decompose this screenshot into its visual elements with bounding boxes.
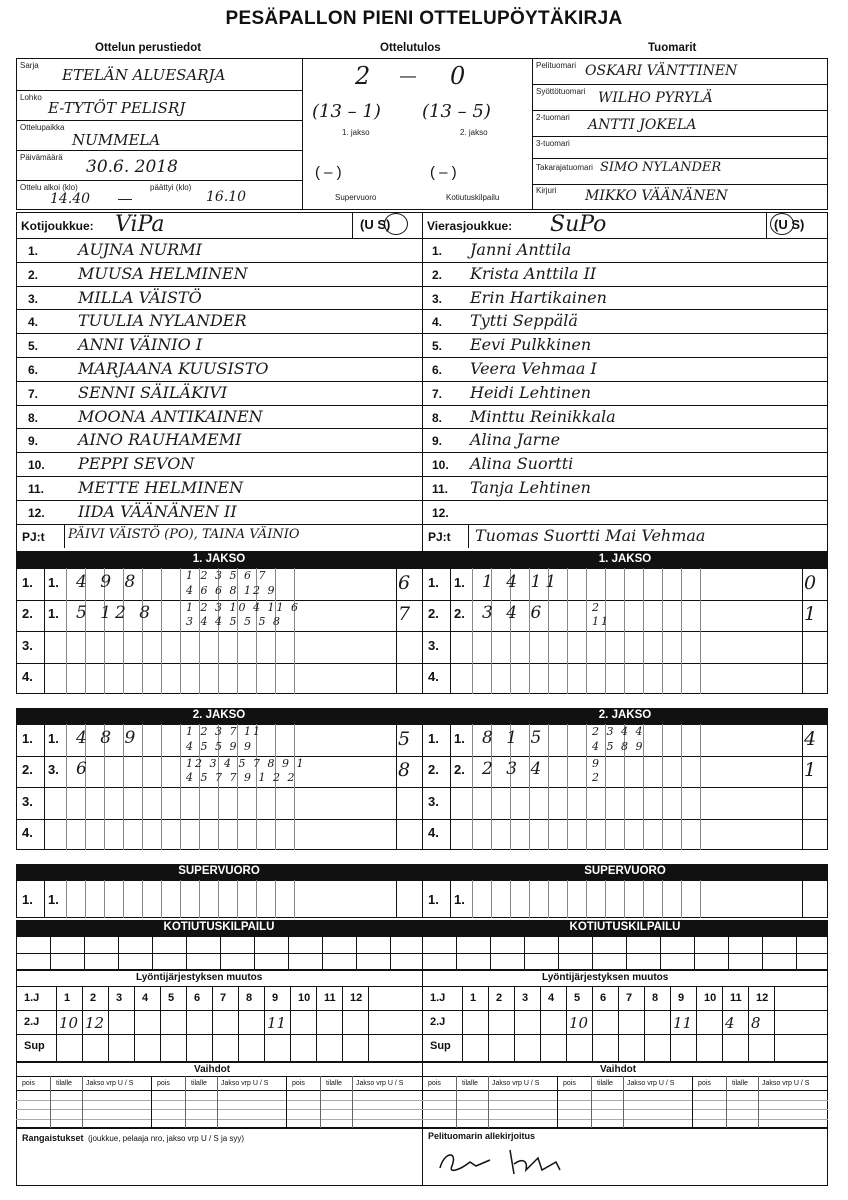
away-order-2j-cell[interactable]: 8 (751, 1014, 761, 1032)
away-vaihdot-col: pois (428, 1080, 441, 1087)
home-order-col-number: 1 (64, 992, 71, 1004)
paattyi-value[interactable]: 16.10 (206, 189, 247, 205)
home-player-number: 3. (28, 291, 39, 306)
away-player-name[interactable]: Alina Suortti (470, 454, 574, 474)
home-inning-number: 3. (22, 793, 33, 809)
away-player-number: 4. (432, 315, 443, 330)
home-inning-runs-bottom[interactable]: 4 5 5 9 9 (186, 739, 253, 753)
penalties-note: (joukkue, pelaaja nro, jakso vrp U / S ja syy) (88, 1134, 245, 1143)
away-player-number: 12. (432, 505, 449, 520)
home-vaihdot-col: tilalle (56, 1080, 72, 1087)
away-player-number: 1. (432, 244, 443, 258)
penalties-label: Rangaistukset (22, 1133, 84, 1143)
kirjuri-value[interactable]: MIKKO VÄÄNÄNEN (585, 188, 728, 204)
away-us: (U S) (774, 217, 805, 232)
home-vaihdot-col: Jakso vrp U / S (356, 1080, 404, 1087)
home-inning-batters[interactable]: 4 9 8 (76, 571, 140, 592)
period1-bar (16, 552, 828, 568)
away-vaihdot-col: Jakso vrp U / S (762, 1080, 810, 1087)
away-inning-runs-bottom[interactable]: 4 5 8 9 (592, 739, 645, 753)
kirjuri-label: Kirjuri (536, 186, 557, 195)
home-team-label: Kotijoukkue: (21, 219, 94, 233)
home-order-2j-cell[interactable]: 11 (267, 1014, 287, 1032)
away-order-2j-cell[interactable]: 10 (569, 1014, 589, 1032)
period2-score[interactable]: (13 – 5) (422, 101, 491, 122)
away-player-number: 8. (432, 410, 443, 425)
away-inning-batters[interactable]: 2 3 4 (482, 759, 546, 780)
home-super-start: 1. (48, 892, 59, 907)
away-vaihdot-col: pois (698, 1080, 711, 1087)
home-player-name[interactable]: IIDA VÄÄNÄNEN II (78, 501, 237, 521)
home-player-number: 4. (28, 315, 39, 330)
home-inning-runs-bottom[interactable]: 3 4 4 5 5 5 8 (186, 615, 282, 629)
home-inning-number: 3. (22, 637, 33, 653)
paattyi-label: päättyi (klo) (150, 183, 192, 192)
home-vaihdot-col: pois (157, 1080, 170, 1087)
period-label-away: SUPERVUORO (584, 865, 666, 877)
home-vaihdot-col: Jakso vrp U / S (86, 1080, 134, 1087)
away-order-row-label: 2.J (430, 1016, 446, 1028)
home-player-name[interactable]: METTE HELMINEN (78, 478, 244, 497)
pvm-label: Päivämäärä (20, 153, 63, 162)
tuomari3-label: 3-tuomari (536, 139, 570, 148)
away-inning-number: 1. (428, 574, 439, 590)
tuomari2-value[interactable]: ANTTI JOKELA (588, 117, 697, 133)
pvm-value[interactable]: 30.6. 2018 (86, 157, 178, 177)
away-inning-number: 4. (428, 825, 439, 841)
period2-label: 2. jakso (460, 128, 488, 137)
referee-signature (430, 1140, 590, 1180)
home-inning-start: 1. (48, 730, 59, 746)
away-pj-label: PJ:t (428, 529, 451, 544)
home-vaihdot-col: Jakso vrp U / S (221, 1080, 269, 1087)
home-inning-batters[interactable]: 5 12 8 (76, 603, 155, 624)
result-header: Ottelutulos (380, 42, 441, 54)
away-player-name[interactable]: Tanja Lehtinen (470, 478, 591, 497)
koti-label: Kotiutuskilpailu (446, 193, 500, 202)
period-label-away: KOTIUTUSKILPAILU (569, 921, 681, 933)
sarja-label: Sarja (20, 61, 39, 70)
away-order-col-number: 12 (756, 992, 769, 1004)
home-player-name[interactable]: SENNI SÄILÄKIVI (78, 382, 228, 402)
away-vaihdot-col: tilalle (597, 1080, 613, 1087)
away-order-col-number: 6 (600, 992, 607, 1004)
alkoi-value[interactable]: 14.40 (50, 191, 91, 207)
home-order-row-label: Sup (24, 1040, 45, 1052)
away-inning-runs-top[interactable]: 9 (592, 756, 601, 770)
home-player-number: 12. (28, 505, 45, 520)
home-inning-total[interactable]: 8 (398, 759, 411, 782)
away-order-col-number: 8 (652, 992, 659, 1004)
home-inning-number: 1. (22, 730, 33, 746)
home-inning-batters[interactable]: 6 (76, 759, 91, 780)
takarajatuomari-label: Takarajatuomari (536, 163, 593, 172)
home-player-number: 2. (28, 267, 39, 282)
away-order-col-number: 11 (730, 992, 742, 1004)
away-inning-total[interactable]: 1 (804, 603, 817, 626)
home-vaihdot-title: Vaihdot (194, 1064, 231, 1075)
away-inning-start: 1. (454, 730, 465, 746)
home-player-number: 10. (28, 458, 45, 473)
away-vaihdot-col: pois (563, 1080, 576, 1087)
home-vaihdot-col: pois (292, 1080, 305, 1087)
home-inning-runs-top[interactable]: 1 2 3 7 11 (186, 725, 262, 738)
away-order-col-number: 2 (496, 992, 503, 1004)
home-player-name[interactable]: ANNI VÄINIO I (78, 335, 203, 355)
away-order-col-number: 7 (626, 992, 633, 1004)
page-title: PESÄPALLON PIENI OTTELUPÖYTÄKIRJA (225, 8, 623, 29)
takarajatuomari-value[interactable]: SIMO NYLANDER (600, 160, 722, 175)
away-player-number: 9. (432, 434, 443, 449)
basic-header: Ottelun perustiedot (95, 42, 202, 54)
home-inning-start: 3. (48, 762, 59, 778)
period2-bar (16, 708, 828, 724)
home-player-number: 1. (28, 244, 39, 258)
home-inning-number: 2. (22, 606, 33, 622)
home-order-row-label: 1.J (24, 992, 40, 1004)
home-us: (U S) (360, 217, 391, 232)
away-inning-total[interactable]: 1 (804, 759, 817, 782)
home-player-number: 7. (28, 386, 39, 401)
away-player-number: 7. (432, 386, 443, 401)
home-inning-runs-top[interactable]: 1 2 3 5 6 7 (186, 569, 268, 582)
home-vaihdot-col: tilalle (191, 1080, 207, 1087)
away-inning-number: 1. (428, 730, 439, 746)
home-order-col-number: 11 (324, 992, 336, 1004)
away-vaihdot-title: Vaihdot (600, 1064, 637, 1075)
home-inning-runs-top[interactable]: 12 3 4 5 7 8 9 1 (186, 756, 306, 770)
away-order-col-number: 1 (470, 992, 477, 1004)
away-inning-runs-bottom[interactable]: 2 (592, 771, 601, 785)
home-order-col-number: 6 (194, 992, 201, 1004)
away-inning-number: 4. (428, 669, 439, 685)
syottotuomari-value[interactable]: WILHO PYRYLÄ (598, 90, 713, 106)
away-player-number: 2. (432, 267, 443, 282)
away-inning-number: 2. (428, 762, 439, 778)
home-pj-label: PJ:t (22, 529, 45, 544)
home-player-number: 5. (28, 339, 39, 354)
home-order-col-number: 10 (298, 992, 311, 1004)
home-player-name[interactable]: MOONA ANTIKAINEN (78, 406, 263, 426)
away-inning-runs-top[interactable]: 2 (592, 600, 601, 614)
away-inning-batters[interactable]: 1 4 11 (482, 571, 561, 592)
away-order-col-number: 3 (522, 992, 529, 1004)
home-order-col-number: 9 (272, 992, 279, 1004)
home-team-name[interactable]: ViPa (115, 212, 165, 237)
home-player-name[interactable]: PEPPI SEVON (78, 454, 195, 474)
away-inning-batters[interactable]: 3 4 6 (482, 603, 546, 624)
period-label-home: KOTIUTUSKILPAILU (163, 921, 275, 933)
period1-score[interactable]: (13 – 1) (312, 101, 381, 122)
sarja-value[interactable]: ETELÄN ALUESARJA (62, 66, 226, 84)
away-player-name[interactable]: Heidi Lehtinen (470, 382, 592, 402)
home-order-row-label: 2.J (24, 1016, 40, 1028)
koti-bar (16, 920, 828, 936)
home-inning-runs-bottom[interactable]: 4 6 6 8 12 9 (186, 583, 277, 597)
away-player-name[interactable]: Janni Anttila (470, 240, 572, 259)
away-order-2j-cell[interactable]: 4 (725, 1014, 735, 1032)
away-pj-value[interactable]: Tuomas Suortti Mai Vehmaa (475, 525, 706, 545)
home-player-number: 8. (28, 410, 39, 425)
home-inning-number: 1. (22, 574, 33, 590)
lohko-value[interactable]: E-TYTÖT PELISRJ (48, 99, 186, 117)
super-bar (16, 864, 828, 880)
away-order-2j-cell[interactable]: 11 (673, 1014, 693, 1032)
home-order-2j-cell[interactable]: 10 (59, 1014, 79, 1032)
away-inning-number: 3. (428, 637, 439, 653)
away-player-name[interactable]: Veera Vehmaa I (470, 359, 597, 378)
period-label-home: 1. JAKSO (192, 553, 246, 565)
home-vaihdot-col: tilalle (326, 1080, 342, 1087)
home-inning-total[interactable]: 5 (398, 727, 411, 750)
away-inning-total[interactable]: 0 (804, 571, 817, 594)
away-player-number: 10. (432, 458, 449, 473)
home-inning-start: 1. (48, 606, 59, 622)
home-inning-total[interactable]: 6 (398, 571, 411, 594)
home-inning-batters[interactable]: 4 8 9 (76, 727, 140, 748)
away-player-name[interactable]: Krista Anttila II (470, 263, 597, 283)
pelituomari-value[interactable]: OSKARI VÄNTTINEN (585, 63, 738, 79)
super-score[interactable]: ( – ) (315, 164, 342, 181)
away-order-col-number: 5 (574, 992, 581, 1004)
away-inning-number: 3. (428, 793, 439, 809)
koti-score[interactable]: ( – ) (430, 164, 457, 181)
tuomari2-label: 2-tuomari (536, 113, 570, 122)
referees-header: Tuomarit (648, 42, 697, 54)
home-inning-start: 1. (48, 574, 59, 590)
away-player-name[interactable]: Eevi Pulkkinen (470, 335, 592, 355)
away-order-row-label: 1.J (430, 992, 446, 1004)
home-player-name[interactable]: AUJNA NURMI (78, 240, 202, 259)
paikka-value[interactable]: NUMMELA (72, 131, 161, 149)
home-inning-runs-bottom[interactable]: 4 5 7 7 9 1 2 2 (186, 771, 297, 785)
lohko-label: Lohko (20, 93, 42, 102)
away-inning-number: 2. (428, 606, 439, 622)
away-player-name[interactable]: Tytti Seppälä (470, 311, 578, 331)
home-order-col-number: 12 (350, 992, 363, 1004)
away-order-col-number: 9 (678, 992, 685, 1004)
paikka-label: Ottelupaikka (20, 123, 65, 132)
home-vaihdot-col: pois (22, 1080, 35, 1087)
away-team-label: Vierasjoukkue: (427, 219, 513, 233)
away-inning-start: 2. (454, 606, 465, 622)
away-player-number: 3. (432, 291, 443, 306)
home-order-col-number: 3 (116, 992, 123, 1004)
away-inning-batters[interactable]: 8 1 5 (482, 727, 546, 748)
away-inning-total[interactable]: 4 (804, 727, 817, 750)
home-inning-total[interactable]: 7 (398, 603, 411, 626)
home-player-name[interactable]: MARJAANA KUUSISTO (78, 359, 269, 378)
home-player-number: 9. (28, 434, 39, 449)
away-order-col-number: 4 (548, 992, 555, 1004)
home-player-name[interactable]: AINO RAUHAMEMI (78, 430, 242, 450)
super-label: Supervuoro (335, 193, 377, 202)
home-player-number: 6. (28, 363, 39, 377)
away-player-name[interactable]: Alina Jarne (470, 430, 561, 450)
home-order-col-number: 4 (142, 992, 149, 1004)
home-pj-value[interactable]: PÄIVI VÄISTÖ (PO), TAINA VÄINIO (68, 526, 300, 542)
away-score[interactable]: 0 (450, 62, 466, 90)
home-order-col-number: 2 (90, 992, 97, 1004)
away-inning-runs-bottom[interactable]: 11 (592, 615, 610, 629)
away-super-start: 1. (454, 892, 465, 907)
home-order-title: Lyöntijärjestyksen muutos (136, 972, 263, 983)
home-player-name[interactable]: MUUSA HELMINEN (78, 263, 248, 283)
period-label-home: SUPERVUORO (178, 865, 260, 877)
signature-label: Pelituomarin allekirjoitus (428, 1131, 536, 1141)
away-inning-start: 2. (454, 762, 465, 778)
away-player-number: 11. (432, 482, 449, 496)
period1-label: 1. jakso (342, 128, 370, 137)
away-order-row-label: Sup (430, 1040, 451, 1052)
home-player-name[interactable]: TUULIA NYLANDER (78, 311, 247, 331)
syottotuomari-label: Syöttötuomari (536, 87, 586, 96)
away-vaihdot-col: Jakso vrp U / S (627, 1080, 675, 1087)
home-order-col-number: 8 (246, 992, 253, 1004)
period-label-away: 2. JAKSO (598, 709, 652, 721)
home-score[interactable]: 2 (355, 62, 371, 90)
away-player-number: 6. (432, 363, 443, 377)
away-order-col-number: 10 (704, 992, 717, 1004)
away-vaihdot-col: tilalle (732, 1080, 748, 1087)
away-super-number: 1. (428, 892, 439, 907)
period-label-home: 2. JAKSO (192, 709, 246, 721)
home-inning-number: 2. (22, 762, 33, 778)
home-player-name[interactable]: MILLA VÄISTÖ (78, 287, 202, 307)
away-team-name[interactable]: SuPo (550, 212, 607, 237)
away-inning-runs-top[interactable]: 2 3 4 4 (592, 725, 645, 738)
home-super-number: 1. (22, 892, 33, 907)
away-order-title: Lyöntijärjestyksen muutos (542, 972, 669, 983)
alkoi-label: Ottelu alkoi (klo) (20, 183, 78, 192)
pelituomari-label: Pelituomari (536, 61, 577, 70)
home-order-2j-cell[interactable]: 12 (85, 1014, 105, 1032)
away-vaihdot-col: Jakso vrp U / S (492, 1080, 540, 1087)
away-player-name[interactable]: Minttu Reinikkala (470, 406, 616, 426)
home-order-col-number: 5 (168, 992, 175, 1004)
home-inning-number: 4. (22, 825, 33, 841)
away-inning-start: 1. (454, 574, 465, 590)
away-vaihdot-col: tilalle (462, 1080, 478, 1087)
home-inning-runs-top[interactable]: 1 2 3 10 4 11 6 (186, 600, 300, 614)
home-player-number: 11. (28, 482, 45, 496)
period-label-away: 1. JAKSO (598, 553, 652, 565)
home-order-col-number: 7 (220, 992, 227, 1004)
home-inning-number: 4. (22, 669, 33, 685)
away-player-number: 5. (432, 339, 443, 354)
away-player-name[interactable]: Erin Hartikainen (470, 287, 607, 307)
